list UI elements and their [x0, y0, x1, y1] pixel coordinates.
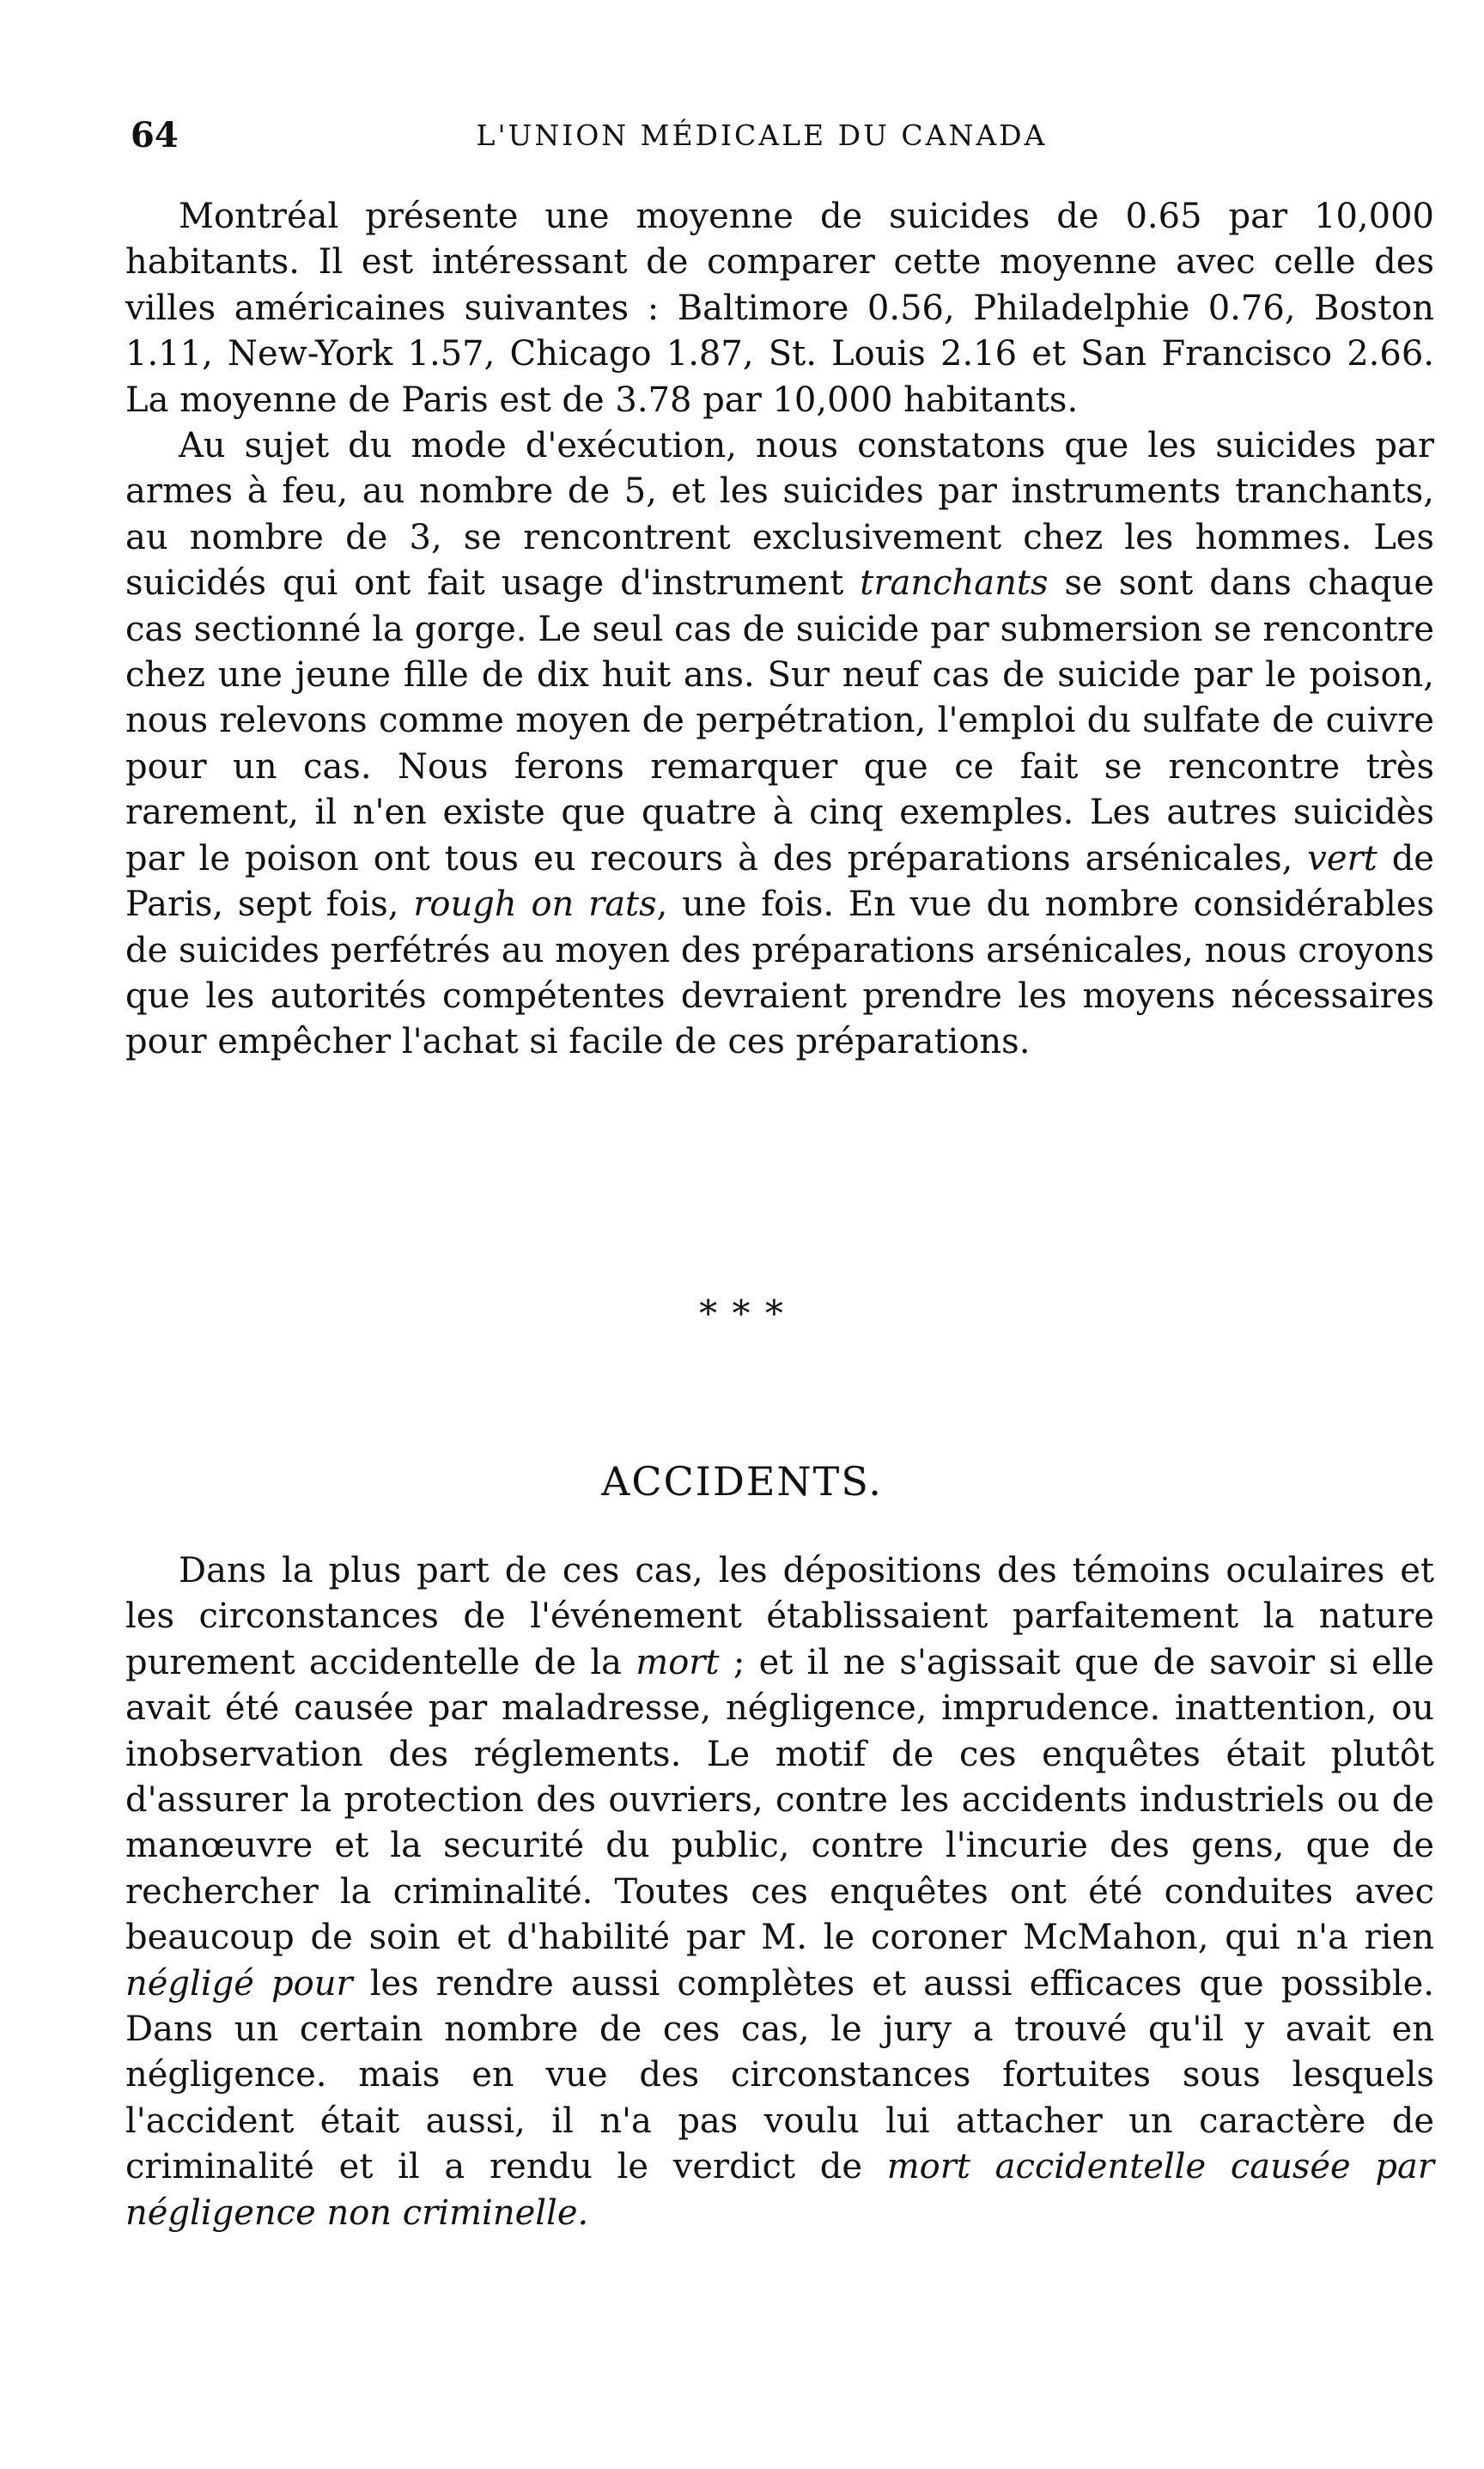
italic-run: rough on rats [413, 885, 657, 925]
text-run: ; et il ne s'agissait que de savoir si elle avait été causée par maladresse, négligence, imprudence. inattention, ou inobservation des réglements. Le motif de ces enquêtes était plutôt d'assurer la protection des ouvriers, contre les accidents industriels ou de manœuvre et la securité du public, contre l'incurie des gens, que de rechercher la criminalité. Toutes ces enquêtes ont été conduites avec beaucoup de soin et d'habilité par M. le coroner McMahon, qui n'a rien [125, 1642, 1434, 1958]
section-title: ACCIDENTS. [601, 1458, 883, 1505]
text-run: , une fois. En vue du nombre considérables de suicides perfétrés au moyen des préparations arsénicales, nous croyons que les autorités compétentes devraient prendre les moyens nécessaires pour empêcher l'achat si facile de ces préparations. [125, 885, 1434, 1062]
italic-run: négligé pour [125, 1963, 353, 2004]
running-title: L'UNION MÉDICALE DU CANADA [476, 119, 1048, 152]
paragraph-suicide-methods [125, 423, 1434, 1066]
suicides-section [125, 194, 1434, 1066]
italic-run: mort [636, 1642, 720, 1682]
text-run: les rendre aussi complètes et aussi efficaces que possible. Dans un certain nombre de ces cas, le jury a trouvé qu'il y avait en négligence. mais en vue des circonstances fortuites sous lesquels l'accident était aussi, il n'a pas voulu lui attacher un caractère de criminalité et il a rendu le verdict de [125, 1963, 1435, 2187]
text-run: de Paris, sept fois, [125, 838, 1434, 925]
paragraph-accidents [125, 1548, 1434, 2236]
text-run: Au sujet du mode d'exécution, nous constatons que les suicides par armes à feu, au nombre de 5, et les suicides par instruments tranchants, au nombre de 3, se rencontrent exclusivement chez les hommes. Les suicidés qui ont fait usage d'instrument [125, 426, 1434, 604]
text-run: Dans la plus part de ces cas, les dépositions des témoins oculaires et les circonstances de l'événement établissaient parfaitement la nature purement accidentelle de la [125, 1551, 1434, 1682]
italic-run: vert [1307, 838, 1378, 879]
accidents-section [125, 1548, 1434, 2236]
italic-run: mort accidentelle causée par négligence non criminelle. [125, 2147, 1435, 2233]
text-run: se sont dans chaque cas sectionné la gorge. Le seul cas de suicide par submersion se rencontre chez une jeune fille de dix huit ans. Sur neuf cas de suicide par le poison, nous relevons comme moyen de perpétration, l'emploi du sulfate de cuivre pour un cas. Nous ferons remarquer que ce fait se rencontre très rarement, il n'en existe que quatre à cinq exemples. Les autres suicidès par le poison ont tous eu recours à des préparations arsénicales, [125, 563, 1434, 879]
italic-run: tranchants [860, 563, 1049, 604]
paragraph-suicide-rates: Montréal présente une moyenne de suicides de 0.65 par 10,000 habitants. Il est intéressant de comparer cette moyenne avec celle des villes américaines suivantes : Baltimore 0.56, Philadelphie 0.76, Boston 1.11, New-York 1.57, Chicago 1.87, St. Louis 2.16 et San Francisco 2.66. La moyenne de Paris est de 3.78 par 10,000 habitants. [125, 197, 1434, 420]
page-header [131, 110, 1393, 161]
page-number: 64 [131, 115, 179, 155]
asterism-separator: * * * [699, 1292, 785, 1335]
